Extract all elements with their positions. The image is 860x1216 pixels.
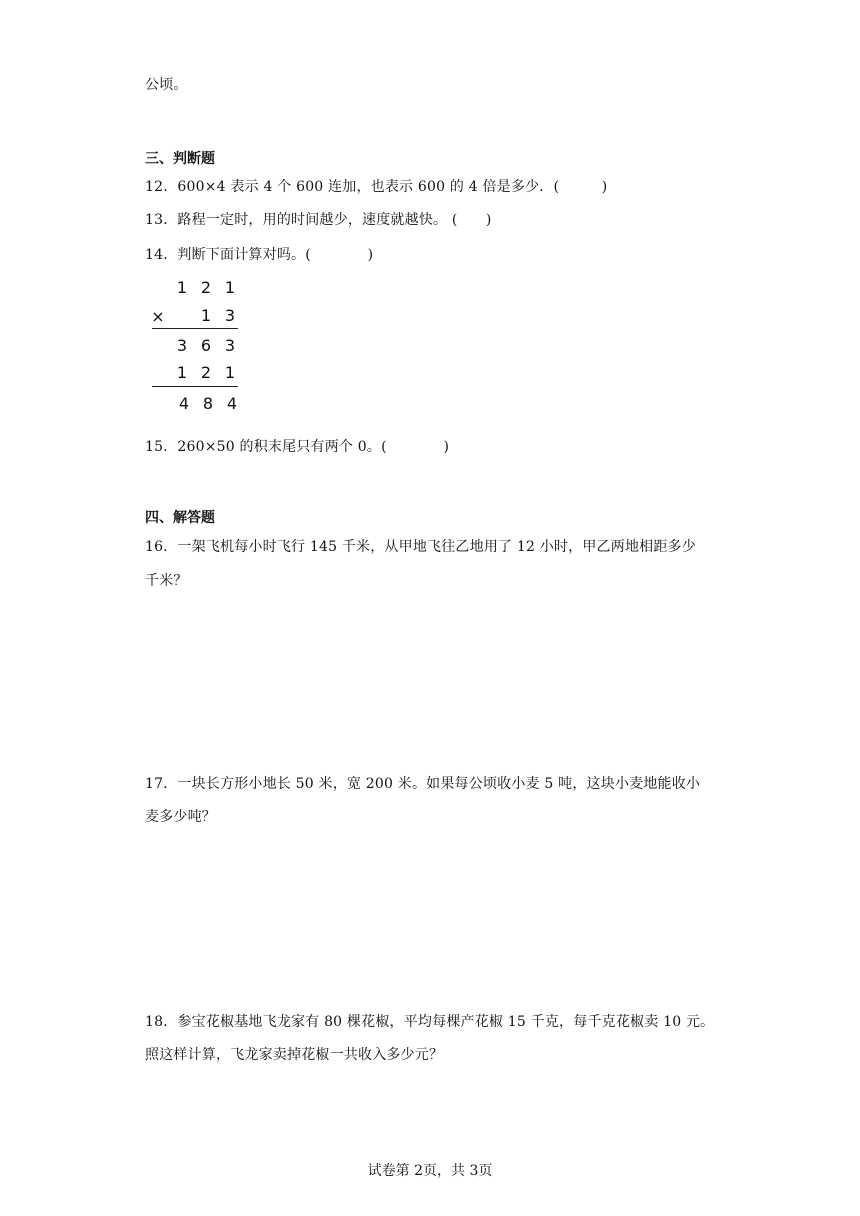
- calc-row3-digit: 6: [200, 336, 212, 355]
- calc-row1-digit: 1: [224, 278, 236, 297]
- calc-row4-digit: 2: [200, 363, 212, 382]
- calc-line: [152, 386, 238, 387]
- calc-result-digit: 4: [226, 394, 238, 413]
- question-15: 15．260×50 的积末尾只有两个 0。( ): [145, 439, 450, 455]
- vertical-multiplication: [148, 278, 248, 418]
- page-footer: 试卷第 2页，共 3页: [367, 1163, 493, 1179]
- section-3-title: 三、判断题: [145, 151, 215, 167]
- question-16-line1: 16．一架飞机每小时飞行 145 千米，从甲地飞往乙地用了 12 小时，甲乙两地相距多少: [145, 539, 696, 555]
- calc-row1-digit: 2: [200, 278, 212, 297]
- calc-result-digit: 4: [178, 394, 190, 413]
- question-17-line2: 麦多少吨？: [145, 809, 216, 825]
- question-16-line2: 千米？: [145, 573, 188, 589]
- question-12: 12．600×4 表示 4 个 600 连加，也表示 600 的 4 倍是多少．( ): [145, 179, 608, 195]
- calc-row4-digit: 1: [224, 363, 236, 382]
- calc-row2-digit: 1: [200, 306, 212, 325]
- calc-result-digit: 8: [202, 394, 214, 413]
- calc-row4-digit: 1: [176, 363, 188, 382]
- question-13: 13．路程一定时，用的时间越少，速度就越快。 ( ): [145, 212, 492, 228]
- question-17-line1: 17．一块长方形小地长 50 米，宽 200 米。如果每公顷收小麦 5 吨，这块小麦地能收小: [145, 776, 701, 792]
- calc-line: [152, 328, 238, 329]
- calc-row3-digit: 3: [176, 336, 188, 355]
- calc-row1-digit: 1: [176, 278, 188, 297]
- question-18-line2: 照这样计算，飞龙家卖掉花椒一共收入多少元？: [145, 1047, 444, 1063]
- question-14: 14．判断下面计算对吗。( ): [145, 247, 374, 263]
- calc-row2-digit: 3: [224, 306, 236, 325]
- question-18-line1: 18．参宝花椒基地飞龙家有 80 棵花椒，平均每棵产花椒 15 千克，每千克花椒卖 10 元。: [145, 1014, 715, 1030]
- section-4-title: 四、解答题: [145, 510, 215, 526]
- calc-row3-digit: 3: [224, 336, 236, 355]
- continued-text: 公顷。: [145, 77, 188, 93]
- multiply-sign: ×: [151, 307, 165, 326]
